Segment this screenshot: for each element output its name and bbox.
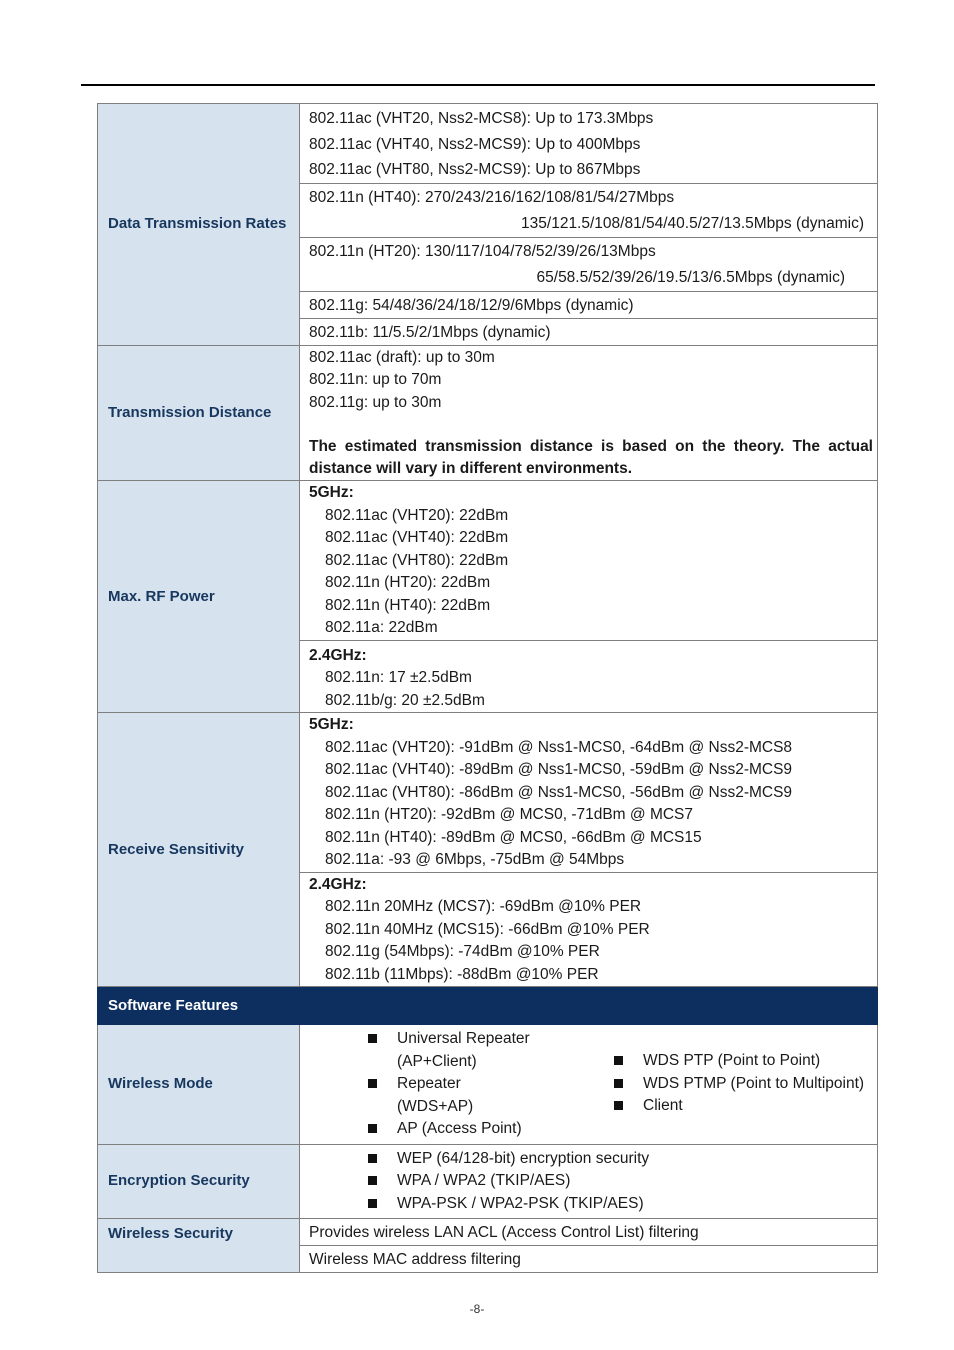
- list-item: Client: [614, 1095, 864, 1118]
- cell-rates-g: 802.11g: 54/48/36/24/18/12/9/6Mbps (dynamic): [300, 291, 878, 318]
- wireless-mode-left: [368, 1028, 614, 1141]
- cell-rf-24ghz: 2.4GHz: 802.11n: 17 ±2.5dBm 802.11b/g: 20 ±2.5dBm: [300, 640, 878, 713]
- section-software-features: Software Features: [98, 987, 878, 1025]
- cell-encryption: [300, 1144, 878, 1219]
- label-data-rates: Data Transmission Rates: [98, 104, 300, 346]
- label-encryption: Encryption Security: [98, 1144, 300, 1219]
- list-item: Repeater (WDS+AP): [368, 1073, 614, 1118]
- square-bullet-icon: [368, 1124, 377, 1133]
- square-bullet-icon: [368, 1034, 377, 1043]
- list-item: WPA-PSK / WPA2-PSK (TKIP/AES): [368, 1193, 869, 1216]
- cell-rf-5ghz: 5GHz: 802.11ac (VHT20): 22dBm 802.11ac (VHT40): 22dBm 802.11ac (VHT80): 22dBm 802.11n (HT20): 22dBm 802.11n (HT40): 22dBm 802.11a: 22dBm: [300, 481, 878, 641]
- cell-wsec-acl: Provides wireless LAN ACL (Access Control List) filtering: [300, 1219, 878, 1246]
- list-item: WPA / WPA2 (TKIP/AES): [368, 1170, 869, 1193]
- cell-wsec-mac: Wireless MAC address filtering: [300, 1246, 878, 1273]
- list-item: WDS PTP (Point to Point): [614, 1050, 864, 1073]
- square-bullet-icon: [368, 1176, 377, 1185]
- label-rf-power: Max. RF Power: [98, 481, 300, 713]
- cell-rates-n20: 802.11n (HT20): 130/117/104/78/52/39/26/13Mbps 65/58.5/52/39/26/19.5/13/6.5Mbps (dynamic): [300, 237, 878, 291]
- label-wireless-mode: Wireless Mode: [98, 1025, 300, 1145]
- label-distance: Transmission Distance: [98, 345, 300, 481]
- wireless-mode-right: [614, 1028, 864, 1141]
- spec-table: [97, 103, 878, 1273]
- label-wireless-security: Wireless Security: [98, 1219, 300, 1273]
- cell-rates-b: 802.11b: 11/5.5/2/1Mbps (dynamic): [300, 318, 878, 345]
- list-item: AP (Access Point): [368, 1118, 614, 1141]
- square-bullet-icon: [368, 1199, 377, 1208]
- list-item: WEP (64/128-bit) encryption security: [368, 1148, 869, 1171]
- square-bullet-icon: [614, 1056, 623, 1065]
- cell-rates-n40: 802.11n (HT40): 270/243/216/162/108/81/54/27Mbps 135/121.5/108/81/54/40.5/27/13.5Mbps (dynamic): [300, 183, 878, 237]
- square-bullet-icon: [368, 1154, 377, 1163]
- header-rule: [81, 84, 875, 86]
- list-item: WDS PTMP (Point to Multipoint): [614, 1073, 864, 1096]
- page-number: -8-: [469, 1302, 485, 1316]
- square-bullet-icon: [614, 1101, 623, 1110]
- list-item: Universal Repeater (AP+Client): [368, 1028, 614, 1073]
- cell-rates-ac: 802.11ac (VHT20, Nss2-MCS8): Up to 173.3Mbps 802.11ac (VHT40, Nss2-MCS9): Up to 400Mbps 802.11ac (VHT80, Nss2-MCS9): Up to 867Mbps: [300, 104, 878, 184]
- cell-sens-5ghz: 5GHz: 802.11ac (VHT20): -91dBm @ Nss1-MCS0, -64dBm @ Nss2-MCS8 802.11ac (VHT40): -89dBm @ Nss1-MCS0, -59dBm @ Nss2-MCS9 802.11ac (VHT80): -86dBm @ Nss1-MCS0, -56dBm @ Nss2-MCS9 802.11n (HT20): -92dBm @ MCS0, -71dBm @ MCS7 802.11n (HT40): -89dBm @ MCS0, -66dBm @ MCS15 802.11a: -93 @ 6Mbps, -75dBm @ 54Mbps: [300, 713, 878, 873]
- square-bullet-icon: [368, 1079, 377, 1088]
- label-sensitivity: Receive Sensitivity: [98, 713, 300, 987]
- cell-distance: 802.11ac (draft): up to 30m 802.11n: up to 70m 802.11g: up to 30m The estimated transmission distance is based on the theory. The actual distance will vary in different environments.: [300, 345, 878, 481]
- distance-note: The estimated transmission distance is based on the theory. The actual distance will vary in different environments.: [309, 438, 873, 477]
- square-bullet-icon: [614, 1079, 623, 1088]
- cell-sens-24ghz: 2.4GHz: 802.11n 20MHz (MCS7): -69dBm @10% PER 802.11n 40MHz (MCS15): -66dBm @10% PER 802.11g (54Mbps): -74dBm @10% PER 802.11b (11Mbps): -88dBm @10% PER: [300, 872, 878, 987]
- cell-wireless-mode: [300, 1025, 878, 1145]
